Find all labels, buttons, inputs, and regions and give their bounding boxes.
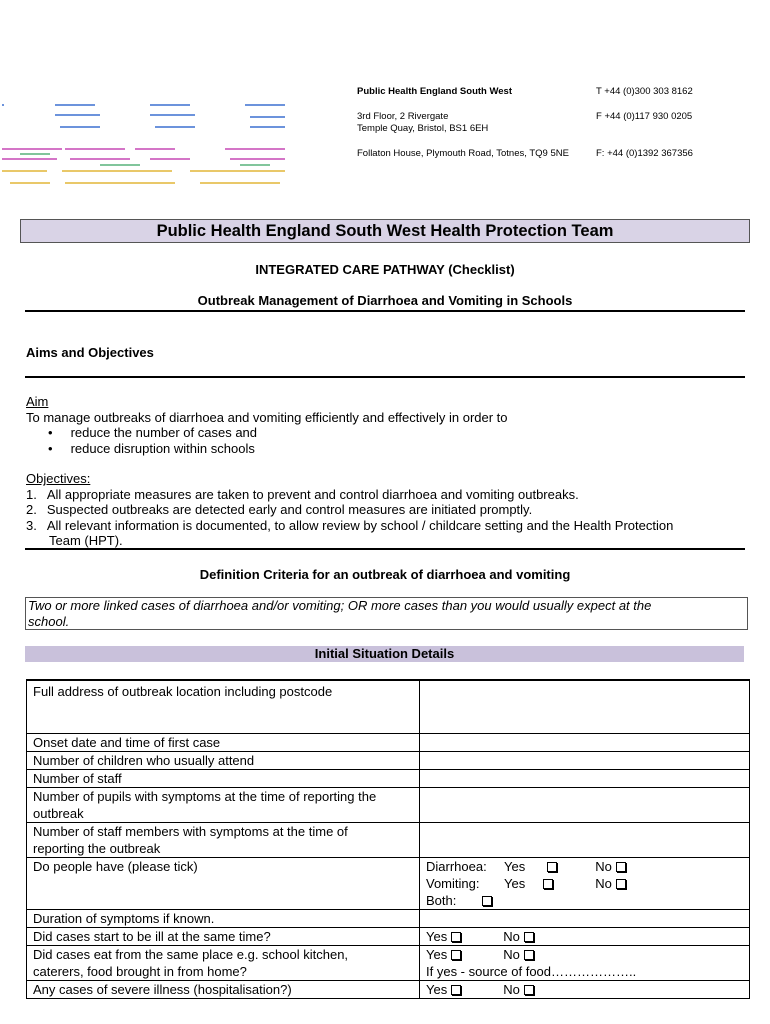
aim-bullet: • reduce disruption within schools <box>48 440 255 456</box>
diarrhoea-yes-checkbox[interactable] <box>547 862 557 872</box>
outbreak-subtitle: Outbreak Management of Diarrhoea and Vomiting in Schools <box>197 293 573 308</box>
row-label: Duration of symptoms if known. <box>27 909 420 927</box>
divider <box>25 310 745 312</box>
table-row <box>27 857 750 909</box>
phone-t: T +44 (0)300 303 8162 <box>596 86 693 97</box>
table-row <box>27 733 750 751</box>
table-row <box>27 822 750 857</box>
answer-cell[interactable] <box>420 751 750 769</box>
vomiting-no-checkbox[interactable] <box>616 879 626 889</box>
answer-cell[interactable] <box>420 822 750 857</box>
row-label: Do people have (please tick) <box>27 857 420 909</box>
table-row <box>27 769 750 787</box>
same-time-no-checkbox[interactable] <box>524 932 534 942</box>
table-row <box>27 927 750 945</box>
objective-item: 2. Suspected outbreaks are detected early and control measures are initiated promptly. <box>26 502 533 517</box>
symptom-ticks: Diarrhoea: Yes No Vomiting: Yes No Both: <box>420 857 750 909</box>
phe-logo <box>0 98 290 190</box>
food-source-text: If yes - source of food……………….. <box>426 963 637 979</box>
address-totnes: Follaton House, Plymouth Road, Totnes, TQ9 5NE <box>357 148 569 159</box>
table-row <box>27 787 750 822</box>
objectives-label: Objectives: <box>26 471 91 486</box>
objective-item: 3. All relevant information is documented, to allow review by school / childcare setting and the Health Protection <box>26 517 674 533</box>
table-row <box>27 980 750 998</box>
row-label: Any cases of severe illness (hospitalisation?) <box>27 980 420 998</box>
vomiting-yes-checkbox[interactable] <box>543 879 553 889</box>
fax-totnes: F: +44 (0)1392 367356 <box>596 148 693 159</box>
diarrhoea-no-checkbox[interactable] <box>616 862 626 872</box>
row-label: Onset date and time of first case <box>27 733 420 751</box>
aim-text: To manage outbreaks of diarrhoea and vomiting efficiently and effectively in order to <box>26 409 508 425</box>
answer-cell[interactable] <box>420 909 750 927</box>
same-food-ticks: Yes No If yes - source of food……………….. <box>420 945 750 980</box>
checklist-subtitle: INTEGRATED CARE PATHWAY (Checklist) <box>255 262 515 277</box>
address-line-1: 3rd Floor, 2 Rivergate <box>357 111 449 122</box>
row-label: Number of pupils with symptoms at the time of reporting the outbreak <box>27 787 420 822</box>
severe-no-checkbox[interactable] <box>524 985 534 995</box>
page-title: Public Health England South West Health Protection Team <box>20 219 750 243</box>
aims-heading: Aims and Objectives <box>26 345 154 360</box>
table-row <box>27 945 750 980</box>
row-label: Number of children who usually attend <box>27 751 420 769</box>
severe-yes-checkbox[interactable] <box>451 985 461 995</box>
same-time-yes-checkbox[interactable] <box>451 932 461 942</box>
row-label: Full address of outbreak location including postcode <box>27 680 420 733</box>
objective-item: 1. All appropriate measures are taken to prevent and control diarrhoea and vomiting outbreaks. <box>26 486 579 502</box>
org-name: Public Health England South West <box>357 86 513 97</box>
divider <box>25 548 745 550</box>
objective-item-cont: Team (HPT). <box>49 533 123 548</box>
answer-cell[interactable] <box>420 680 750 733</box>
situation-table <box>26 679 750 999</box>
both-checkbox[interactable] <box>482 896 492 906</box>
same-time-ticks: Yes No <box>420 927 750 945</box>
answer-cell[interactable] <box>420 733 750 751</box>
definition-heading: Definition Criteria for an outbreak of diarrhoea and vomiting <box>199 567 571 582</box>
divider <box>25 376 745 378</box>
row-label: Number of staff <box>27 769 420 787</box>
row-label: Did cases start to be ill at the same time? <box>27 927 420 945</box>
table-row <box>27 680 750 733</box>
initial-situation-heading: Initial Situation Details <box>25 646 744 662</box>
aim-bullet: • reduce the number of cases and <box>48 425 258 440</box>
table-row <box>27 909 750 927</box>
fax-bristol: F +44 (0)117 930 0205 <box>596 111 693 122</box>
table-row <box>27 751 750 769</box>
severe-illness-ticks: Yes No <box>420 980 750 998</box>
same-food-yes-checkbox[interactable] <box>451 950 461 960</box>
answer-cell[interactable] <box>420 787 750 822</box>
address-line-2: Temple Quay, Bristol, BS1 6EH <box>357 123 489 134</box>
definition-box: Two or more linked cases of diarrhoea and/or vomiting; OR more cases than you would usually expect at the school. <box>25 597 748 630</box>
answer-cell[interactable] <box>420 769 750 787</box>
same-food-no-checkbox[interactable] <box>524 950 534 960</box>
row-label: Did cases eat from the same place e.g. school kitchen, caterers, food brought in from home? <box>27 945 420 980</box>
row-label: Number of staff members with symptoms at the time of reporting the outbreak <box>27 822 420 857</box>
aim-label: Aim <box>26 394 49 409</box>
